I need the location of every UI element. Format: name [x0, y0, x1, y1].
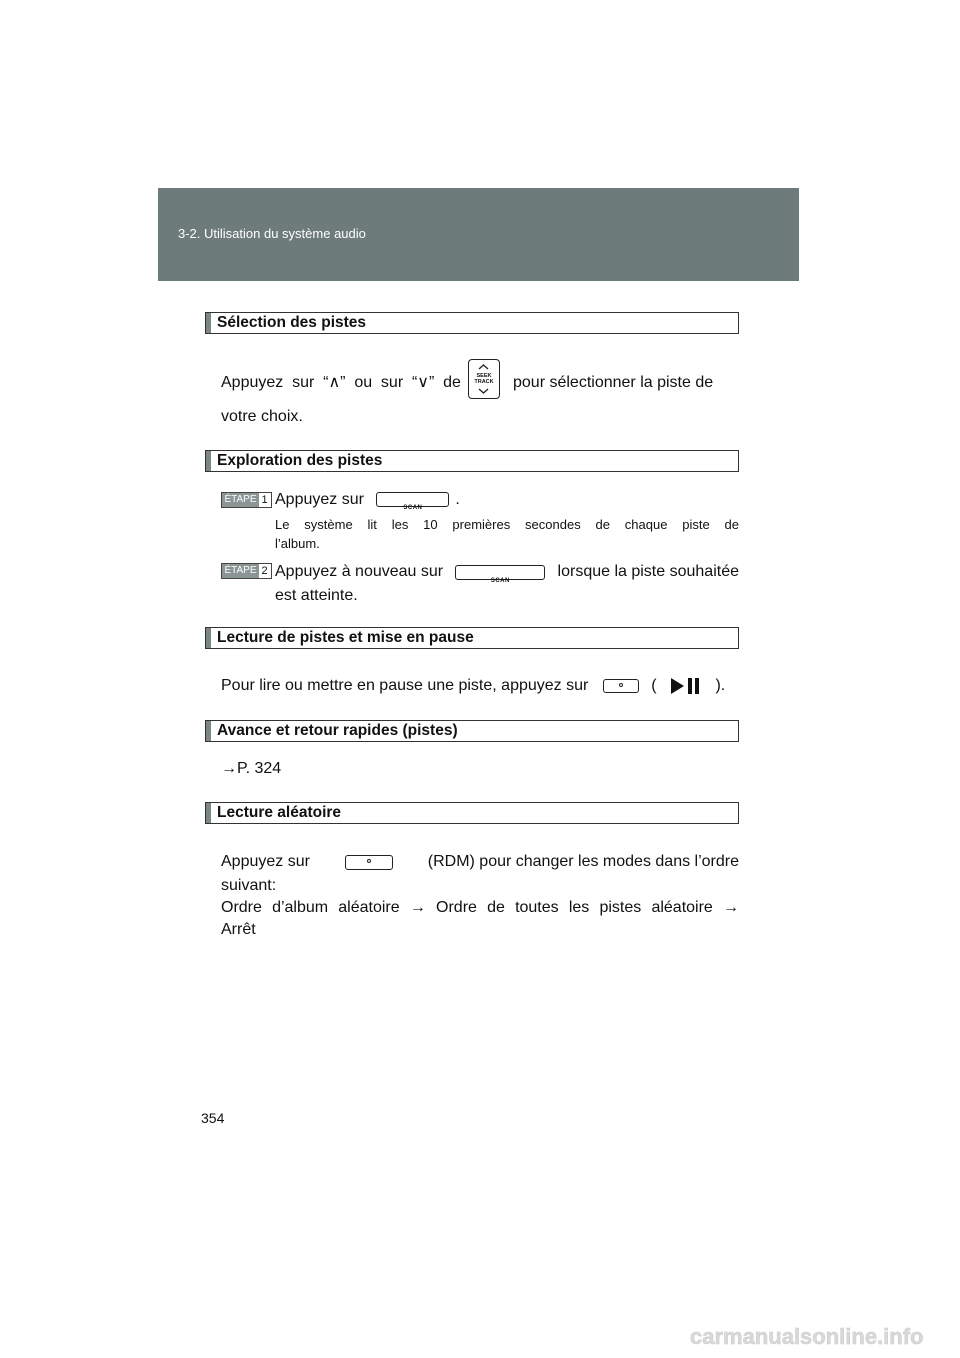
paragraph-line: Appuyez sur (RDM) pour changer les modes dans l’ordre — [221, 853, 739, 870]
section-title: Avance et retour rapides (pistes) — [217, 722, 458, 739]
step-1-note: Le système lit les 10 premières secondes de chaque piste de — [275, 517, 739, 532]
paragraph-line: Appuyez sur “∧” ou sur “∨” de — [221, 374, 461, 391]
scan-button-icon: SCAN — [376, 492, 449, 507]
breadcrumb: 3-2. Utilisation du système audio — [178, 226, 366, 241]
section-title-bar — [205, 802, 739, 824]
section-title-bar — [205, 312, 739, 334]
svg-text:carmanualsonline.info: carmanualsonline.info — [690, 1324, 924, 1349]
paragraph-line: Ordre d’album aléatoire → Ordre de toutes les pistes aléatoire → — [221, 899, 739, 916]
paragraph-line: suivant: — [221, 877, 277, 894]
header-band — [158, 188, 799, 281]
watermark-logo — [690, 1322, 950, 1352]
seek-track-button-icon: SEEK TRACK — [468, 359, 500, 399]
paragraph-line: pour sélectionner la piste de — [513, 374, 714, 391]
section-title: Lecture de pistes et mise en pause — [217, 629, 474, 646]
step-2-text: est atteinte. — [275, 587, 358, 604]
section-title-bar — [205, 450, 739, 472]
rdm-button-icon — [345, 855, 393, 870]
play-pause-icon — [665, 676, 707, 696]
step-2-text: Appuyez à nouveau sur SCAN lorsque la piste souhaitée — [275, 563, 739, 584]
step-1-text: Appuyez sur SCAN . — [275, 491, 460, 512]
page-number: 354 — [201, 1110, 225, 1126]
step-1-note: l’album. — [275, 536, 320, 551]
section-title: Lecture aléatoire — [217, 804, 342, 821]
paragraph-line: Arrêt — [221, 921, 256, 938]
step-badge-1: ÉTAPE 1 — [221, 492, 272, 508]
section-title-bar — [205, 720, 739, 742]
step-badge-2: ÉTAPE 2 — [221, 563, 272, 579]
section-title: Sélection des pistes — [217, 314, 367, 331]
section-title: Exploration des pistes — [217, 452, 383, 469]
scan-button-icon: SCAN — [455, 565, 545, 580]
play-button-icon — [603, 679, 639, 693]
section-title-bar — [205, 627, 739, 649]
paragraph-line: Pour lire ou mettre en pause une piste, appuyez sur ( ). — [221, 677, 726, 694]
page-reference: →P. 324 — [221, 760, 282, 777]
paragraph-line: votre choix. — [221, 408, 303, 425]
